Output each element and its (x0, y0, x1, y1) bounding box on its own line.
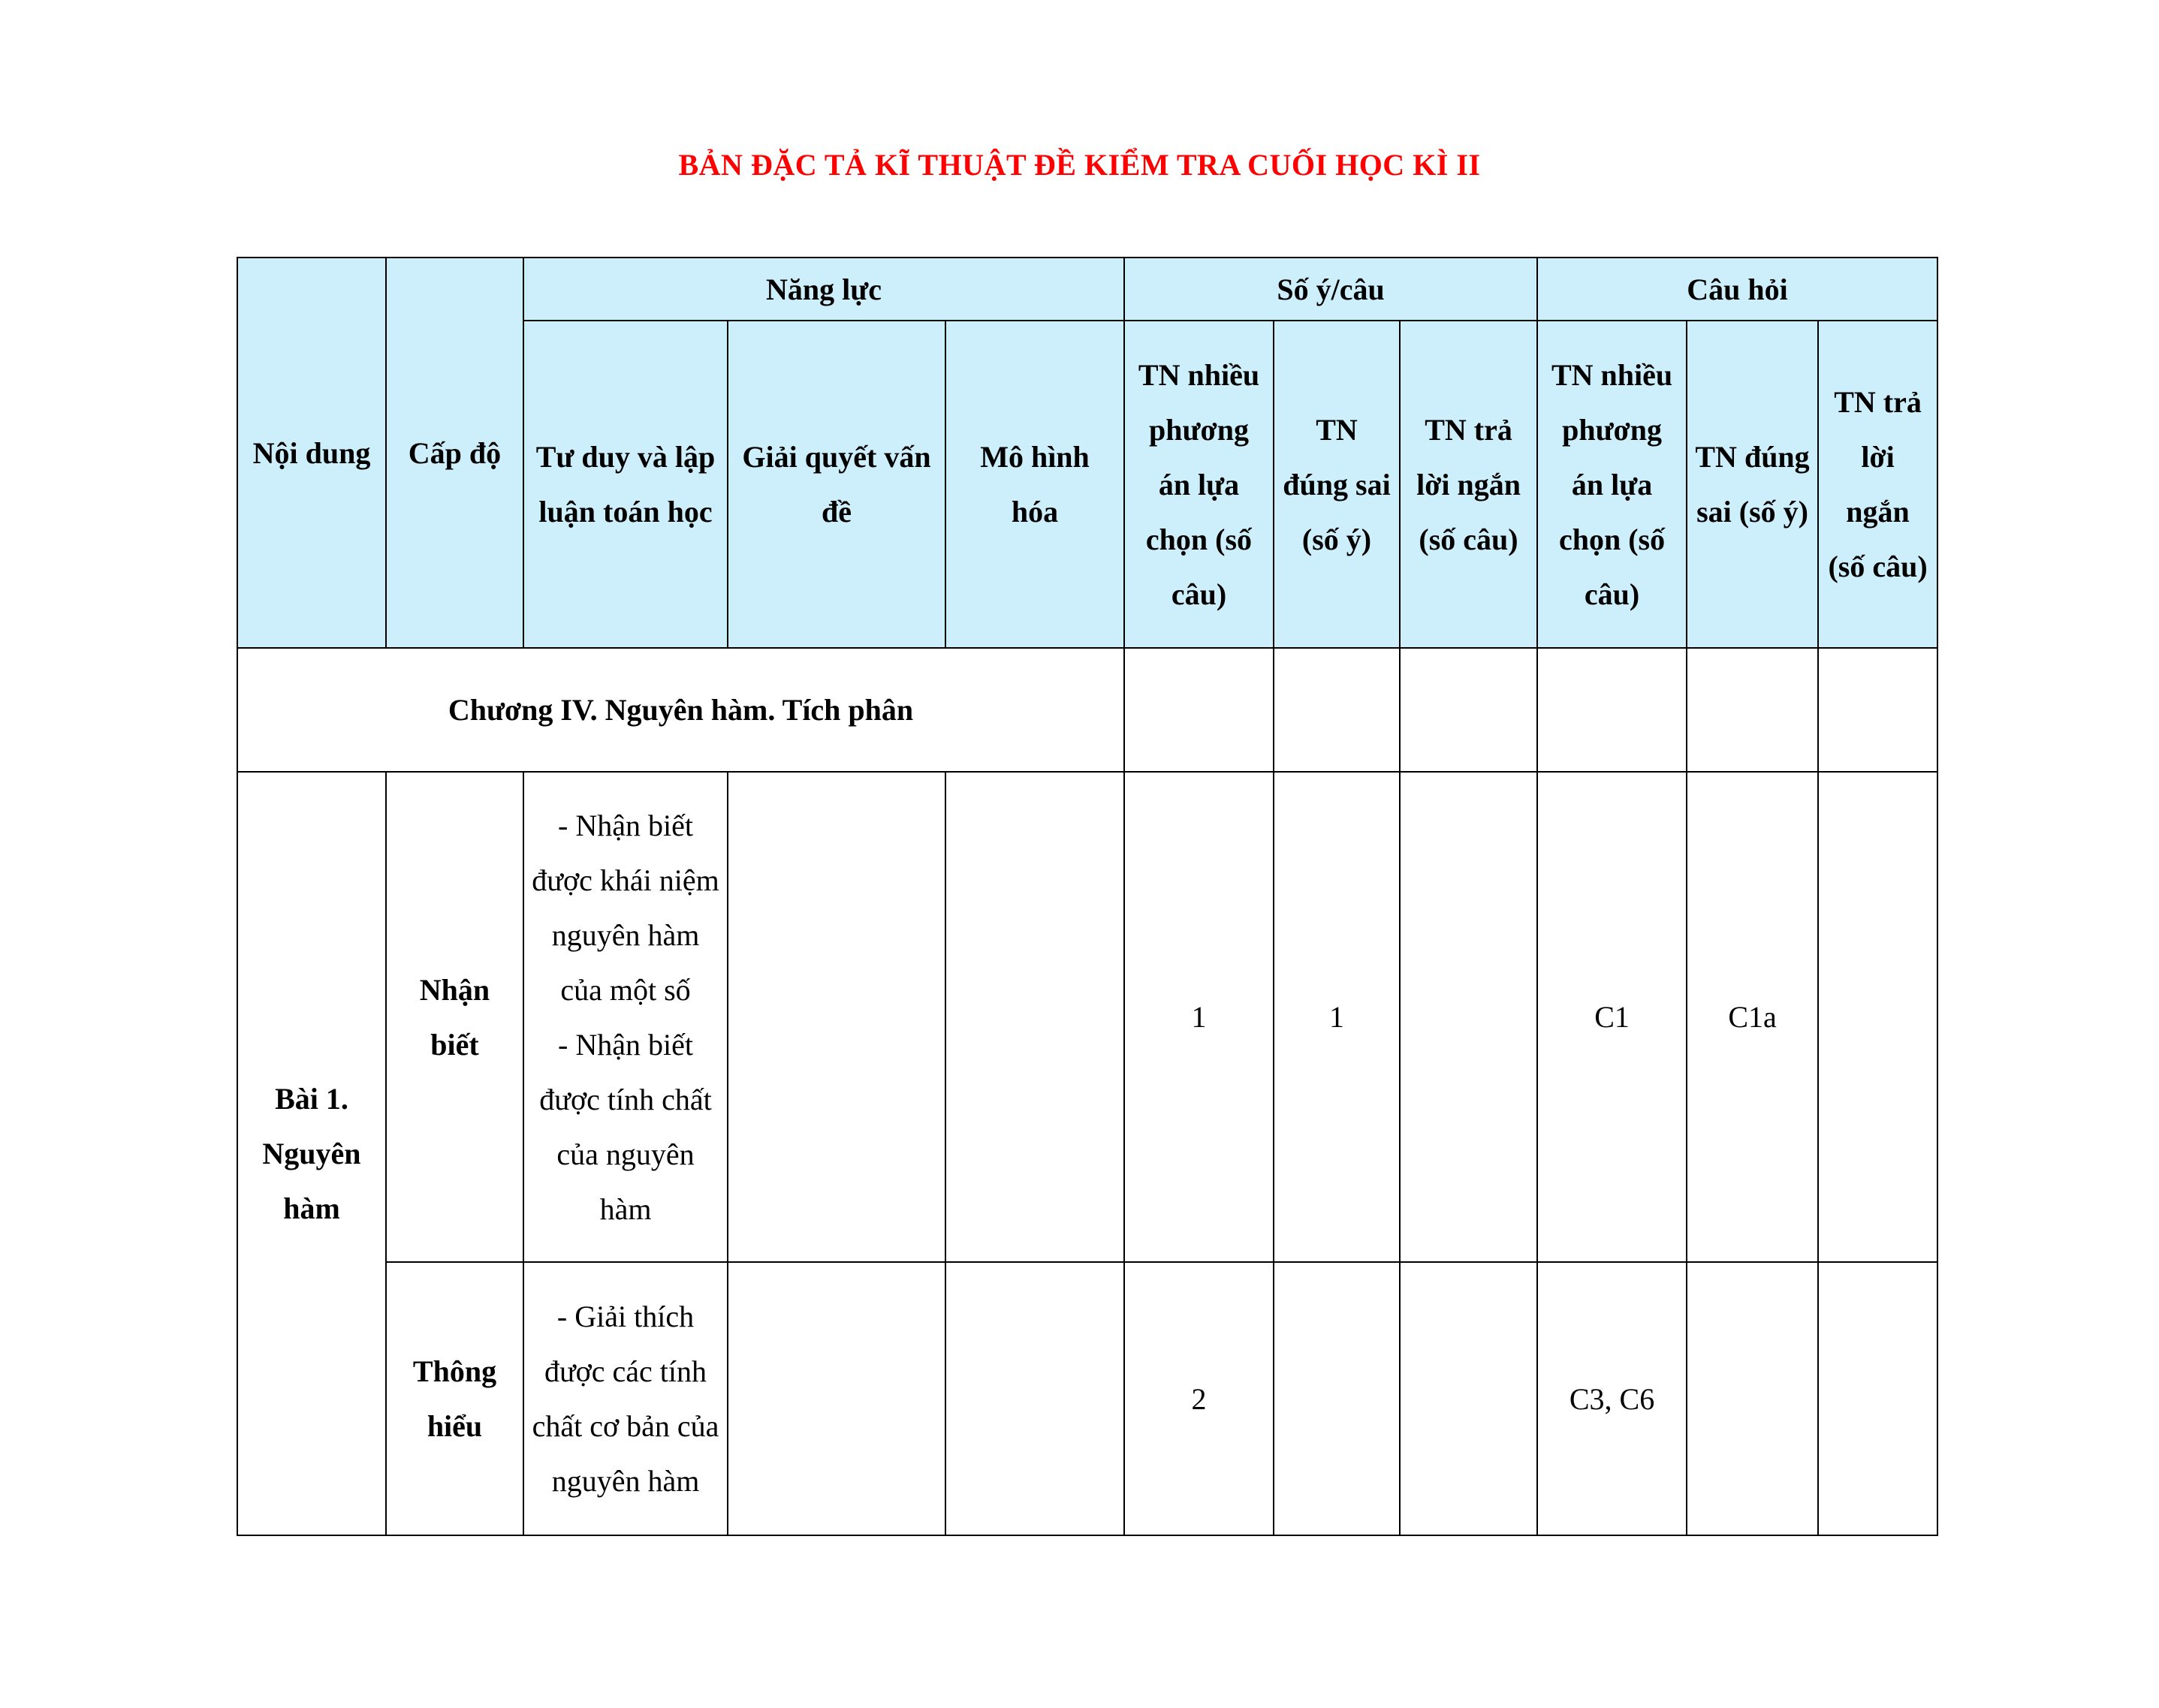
so-tn-nhieu-cell: 2 (1124, 1262, 1274, 1535)
so-tn-nhieu-cell: 1 (1124, 772, 1274, 1262)
tu-duy-cell: - Giải thích được các tính chất cơ bản của nguyên hàm (523, 1262, 728, 1535)
ch-tn-tra-loi-cell (1818, 772, 1937, 1262)
table-cell (1274, 648, 1400, 772)
so-tn-tra-loi-cell (1400, 772, 1537, 1262)
level-cell: Thông hiểu (386, 1262, 523, 1535)
ch-tn-dung-sai-cell (1687, 1262, 1818, 1535)
header-row-groups (237, 258, 1937, 321)
ch-tn-tra-loi-cell (1818, 1262, 1937, 1535)
header-cau-hoi: Câu hỏi (1537, 258, 1937, 321)
table-cell (1818, 648, 1937, 772)
header-mo-hinh: Mô hình hóa (945, 321, 1124, 648)
chapter-title: Chương IV. Nguyên hàm. Tích phân (237, 648, 1124, 772)
header-so-tn-dung-sai: TN đúng sai (số ý) (1274, 321, 1400, 648)
header-giai-quyet: Giải quyết vấn đề (728, 321, 945, 648)
table-row (237, 772, 1937, 1262)
so-tn-tra-loi-cell (1400, 1262, 1537, 1535)
level-cell: Nhận biết (386, 772, 523, 1262)
table-cell (1537, 648, 1687, 772)
header-noi-dung: Nội dung (237, 258, 386, 648)
header-so-tn-tra-loi: TN trả lời ngắn (số câu) (1400, 321, 1537, 648)
mo-hinh-cell (945, 1262, 1124, 1535)
ch-tn-nhieu-cell: C1 (1537, 772, 1687, 1262)
chapter-row (237, 648, 1937, 772)
table-row (237, 1262, 1937, 1535)
header-so-tn-nhieu: TN nhiều phương án lựa chọn (số câu) (1124, 321, 1274, 648)
ch-tn-nhieu-cell: C3, C6 (1537, 1262, 1687, 1535)
giai-quyet-cell (728, 1262, 945, 1535)
table-cell (1687, 648, 1818, 772)
header-so-y-cau: Số ý/câu (1124, 258, 1537, 321)
header-ch-tn-nhieu: TN nhiều phương án lựa chọn (số câu) (1537, 321, 1687, 648)
table-cell (1124, 648, 1274, 772)
header-ch-tn-tra-loi: TN trả lời ngắn (số câu) (1818, 321, 1937, 648)
specification-table (237, 257, 1938, 1536)
ch-tn-dung-sai-cell: C1a (1687, 772, 1818, 1262)
header-ch-tn-dung-sai: TN đúng sai (số ý) (1687, 321, 1818, 648)
mo-hinh-cell (945, 772, 1124, 1262)
table-cell (1400, 648, 1537, 772)
so-tn-dung-sai-cell (1274, 1262, 1400, 1535)
so-tn-dung-sai-cell: 1 (1274, 772, 1400, 1262)
header-cap-do: Cấp độ (386, 258, 523, 648)
tu-duy-cell: - Nhận biết được khái niệm nguyên hàm của một số - Nhận biết được tính chất của nguyên hàm (523, 772, 728, 1262)
giai-quyet-cell (728, 772, 945, 1262)
header-nang-luc: Năng lực (523, 258, 1124, 321)
page-title: BẢN ĐẶC TẢ KĨ THUẬT ĐỀ KIỂM TRA CUỐI HỌC KÌ II (678, 148, 1481, 182)
header-tu-duy: Tư duy và lập luận toán học (523, 321, 728, 648)
lesson-name: Bài 1. Nguyên hàm (237, 772, 386, 1535)
